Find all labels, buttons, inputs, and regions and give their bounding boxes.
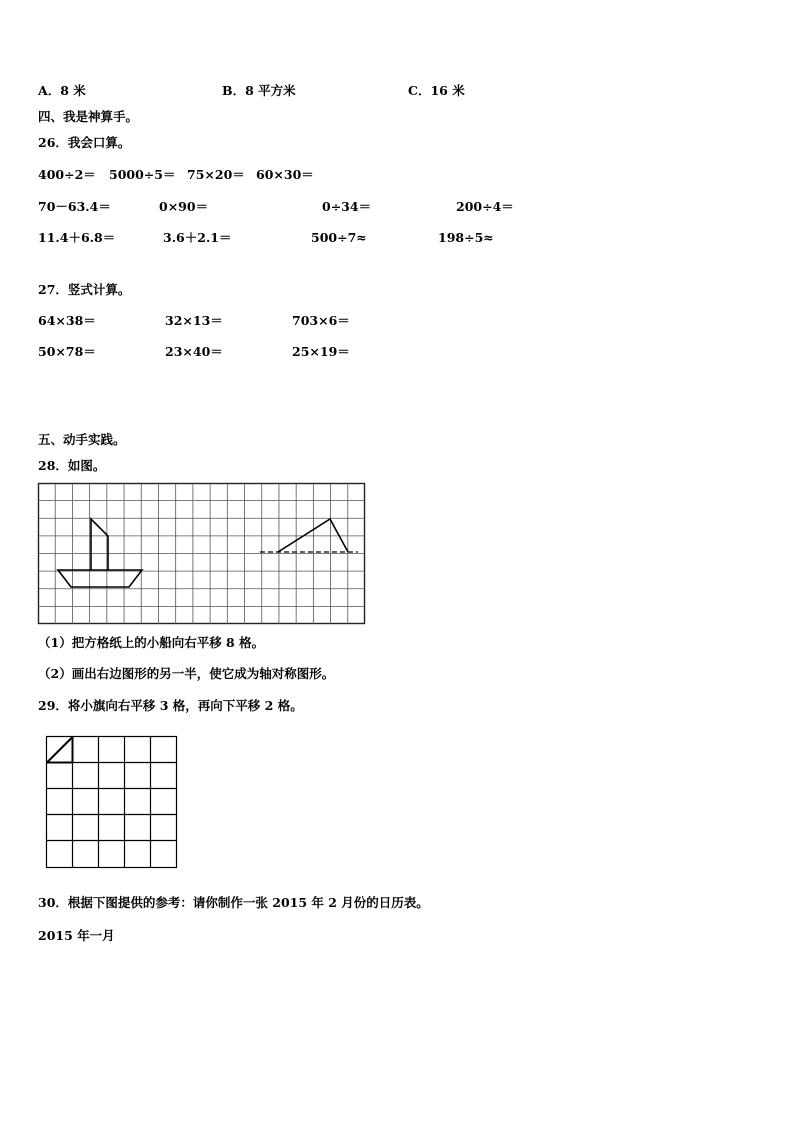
q28-grid-figure [38, 483, 366, 625]
section-4-title: 四、我是神算手。 [38, 109, 139, 124]
q29-flag-grid [46, 736, 178, 870]
section-5-title: 五、动手实践。 [38, 432, 126, 447]
q26-r2-c4: 200÷4＝ [456, 199, 514, 214]
option-c: C．16 米 [408, 83, 465, 98]
q26-r1-c2: 5000÷5＝ [109, 167, 176, 182]
q26-r3-c4: 198÷5≈ [438, 230, 494, 245]
option-b: B．8 平方米 [222, 83, 296, 98]
q26-r1-c4: 60×30＝ [256, 167, 314, 182]
q26-r2-c2: 0×90＝ [159, 199, 209, 214]
option-a: A．8 米 [38, 83, 86, 98]
q26-r1-c1: 400÷2＝ [38, 167, 96, 182]
q26-r3-c3: 500÷7≈ [311, 230, 367, 245]
q27-r1-c3: 703×6＝ [292, 313, 350, 328]
q27-r1-c1: 64×38＝ [38, 313, 96, 328]
q27-r2-c3: 25×19＝ [292, 344, 350, 359]
q26-r2-c3: 0÷34＝ [322, 199, 372, 214]
q30-title: 30．根据下图提供的参考：请你制作一张 2015 年 2 月份的日历表。 [38, 895, 429, 910]
q28-title: 28．如图。 [38, 458, 106, 473]
q28-part-2: （2）画出右边图形的另一半，使它成为轴对称图形。 [38, 666, 335, 681]
small-flag [47, 737, 73, 763]
q26-title: 26．我会口算。 [38, 135, 131, 150]
calendar-caption: 2015 年一月 [38, 928, 115, 943]
q27-r1-c2: 32×13＝ [165, 313, 223, 328]
q27-title: 27．竖式计算。 [38, 282, 131, 297]
q26-r3-c1: 11.4＋6.8＝ [38, 230, 116, 245]
q28-part-1: （1）把方格纸上的小船向右平移 8 格。 [38, 635, 265, 650]
q29-title: 29．将小旗向右平移 3 格，再向下平移 2 格。 [38, 698, 303, 713]
q26-r3-c2: 3.6＋2.1＝ [163, 230, 232, 245]
q27-r2-c1: 50×78＝ [38, 344, 96, 359]
q27-r2-c2: 23×40＝ [165, 344, 223, 359]
q26-r1-c3: 75×20＝ [187, 167, 245, 182]
q26-r2-c1: 70－63.4＝ [38, 199, 111, 214]
